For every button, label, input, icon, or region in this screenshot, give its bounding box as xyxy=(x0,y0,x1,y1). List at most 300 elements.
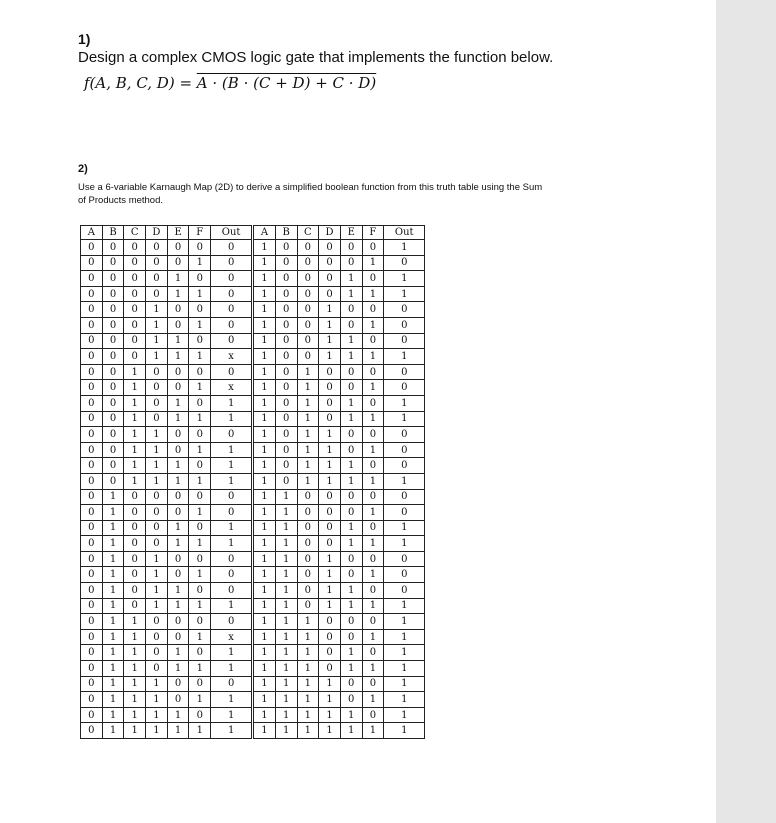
cell-out: 1 xyxy=(384,661,425,677)
cell-d: 1 xyxy=(319,692,341,708)
cell-f: 1 xyxy=(362,567,384,583)
cell-b: 0 xyxy=(275,317,297,333)
cell-e: 1 xyxy=(340,598,362,614)
cell-c: 0 xyxy=(297,489,319,505)
cell-e: 1 xyxy=(340,333,362,349)
cell-e: 0 xyxy=(167,427,189,443)
cell-a: 0 xyxy=(81,661,103,677)
cell-c: 0 xyxy=(124,520,146,536)
cell-out: 1 xyxy=(211,395,253,411)
cell-f: 0 xyxy=(189,520,211,536)
cell-b: 1 xyxy=(275,567,297,583)
cell-d: 1 xyxy=(319,442,341,458)
cell-e: 0 xyxy=(340,442,362,458)
cell-a: 1 xyxy=(253,583,276,599)
cell-e: 0 xyxy=(340,255,362,271)
cell-d: 1 xyxy=(146,676,168,692)
cell-d: 0 xyxy=(319,505,341,521)
cell-b: 0 xyxy=(102,364,124,380)
cell-d: 0 xyxy=(146,411,168,427)
cell-b: 0 xyxy=(275,240,297,256)
table-row xyxy=(81,583,425,599)
table-row xyxy=(81,645,425,661)
cell-d: 1 xyxy=(146,349,168,365)
cell-f: 0 xyxy=(189,302,211,318)
cell-b: 1 xyxy=(275,583,297,599)
cell-b: 0 xyxy=(102,286,124,302)
cell-f: 1 xyxy=(189,567,211,583)
cell-out: 1 xyxy=(211,598,253,614)
cell-a: 0 xyxy=(81,395,103,411)
cell-c: 0 xyxy=(297,567,319,583)
cell-b: 0 xyxy=(275,302,297,318)
table-row xyxy=(81,692,425,708)
cell-c: 1 xyxy=(124,707,146,723)
cell-e: 1 xyxy=(340,271,362,287)
table-row xyxy=(81,286,425,302)
cell-out: 1 xyxy=(211,520,253,536)
cell-f: 0 xyxy=(189,427,211,443)
cell-out: 1 xyxy=(384,395,425,411)
table-row xyxy=(81,349,425,365)
table-row xyxy=(81,364,425,380)
cell-c: 0 xyxy=(124,240,146,256)
cell-d: 1 xyxy=(319,302,341,318)
cell-c: 1 xyxy=(124,676,146,692)
cell-e: 0 xyxy=(340,380,362,396)
cell-d: 1 xyxy=(319,598,341,614)
cell-d: 1 xyxy=(319,473,341,489)
column-header-a: A xyxy=(253,226,276,240)
cell-c: 1 xyxy=(297,427,319,443)
table-row xyxy=(81,255,425,271)
cell-b: 1 xyxy=(102,551,124,567)
cell-c: 0 xyxy=(124,286,146,302)
cell-f: 0 xyxy=(362,520,384,536)
cell-f: 1 xyxy=(362,505,384,521)
table-row xyxy=(81,271,425,287)
cell-a: 1 xyxy=(253,349,276,365)
cell-e: 0 xyxy=(340,240,362,256)
cell-d: 0 xyxy=(146,661,168,677)
cell-out: 1 xyxy=(384,723,425,739)
cell-a: 0 xyxy=(81,520,103,536)
table-row xyxy=(81,427,425,443)
cell-e: 1 xyxy=(340,286,362,302)
cell-e: 1 xyxy=(340,583,362,599)
cell-out: 1 xyxy=(211,692,253,708)
cell-a: 1 xyxy=(253,458,276,474)
cell-e: 1 xyxy=(167,661,189,677)
cell-c: 1 xyxy=(124,473,146,489)
cell-c: 1 xyxy=(297,614,319,630)
cell-f: 1 xyxy=(362,661,384,677)
cell-b: 1 xyxy=(275,520,297,536)
column-header-out: Out xyxy=(211,226,253,240)
cell-c: 1 xyxy=(124,380,146,396)
cell-out: 1 xyxy=(211,645,253,661)
cell-e: 1 xyxy=(167,271,189,287)
cell-out: 0 xyxy=(211,255,253,271)
cell-out: 0 xyxy=(211,240,253,256)
cell-e: 1 xyxy=(167,458,189,474)
cell-b: 0 xyxy=(102,395,124,411)
cell-out: 0 xyxy=(384,583,425,599)
cell-e: 0 xyxy=(340,427,362,443)
cell-a: 0 xyxy=(81,567,103,583)
table-row xyxy=(81,489,425,505)
cell-d: 0 xyxy=(146,380,168,396)
cell-f: 1 xyxy=(362,349,384,365)
cell-b: 0 xyxy=(102,380,124,396)
cell-f: 0 xyxy=(189,395,211,411)
cell-out: 1 xyxy=(384,473,425,489)
cell-f: 0 xyxy=(189,489,211,505)
cell-a: 1 xyxy=(253,240,276,256)
cell-c: 1 xyxy=(124,458,146,474)
cell-out: x xyxy=(211,380,253,396)
cell-e: 1 xyxy=(167,723,189,739)
cell-b: 0 xyxy=(275,395,297,411)
cell-a: 0 xyxy=(81,707,103,723)
cell-out: 0 xyxy=(384,458,425,474)
cell-d: 0 xyxy=(319,255,341,271)
cell-f: 0 xyxy=(189,551,211,567)
cell-b: 0 xyxy=(275,458,297,474)
cell-c: 1 xyxy=(124,645,146,661)
cell-b: 1 xyxy=(102,645,124,661)
cell-f: 0 xyxy=(189,676,211,692)
cell-a: 1 xyxy=(253,271,276,287)
cell-out: 1 xyxy=(211,442,253,458)
cell-e: 0 xyxy=(167,489,189,505)
cell-d: 0 xyxy=(146,395,168,411)
cell-out: 0 xyxy=(211,505,253,521)
cell-a: 1 xyxy=(253,317,276,333)
cell-d: 1 xyxy=(146,567,168,583)
cell-out: 1 xyxy=(384,707,425,723)
cell-c: 1 xyxy=(297,629,319,645)
cell-a: 1 xyxy=(253,286,276,302)
cell-e: 1 xyxy=(167,583,189,599)
cell-e: 1 xyxy=(340,707,362,723)
cell-c: 0 xyxy=(297,551,319,567)
cell-d: 1 xyxy=(319,723,341,739)
cell-b: 1 xyxy=(102,661,124,677)
column-header-a: A xyxy=(81,226,103,240)
table-row xyxy=(81,551,425,567)
column-header-d: D xyxy=(319,226,341,240)
cell-d: 0 xyxy=(146,286,168,302)
cell-b: 0 xyxy=(102,271,124,287)
cell-e: 0 xyxy=(167,692,189,708)
cell-out: 0 xyxy=(384,442,425,458)
cell-e: 1 xyxy=(167,536,189,552)
cell-c: 0 xyxy=(124,489,146,505)
cell-f: 1 xyxy=(189,692,211,708)
cell-out: 1 xyxy=(384,629,425,645)
cell-out: 1 xyxy=(211,411,253,427)
cell-d: 0 xyxy=(146,645,168,661)
cell-c: 1 xyxy=(124,411,146,427)
cell-d: 0 xyxy=(146,489,168,505)
cell-d: 1 xyxy=(146,473,168,489)
table-row xyxy=(81,302,425,318)
cell-a: 1 xyxy=(253,427,276,443)
cell-e: 0 xyxy=(340,551,362,567)
cell-e: 0 xyxy=(167,240,189,256)
cell-f: 0 xyxy=(189,707,211,723)
table-row xyxy=(81,411,425,427)
cell-a: 0 xyxy=(81,723,103,739)
cell-e: 0 xyxy=(167,551,189,567)
cell-e: 1 xyxy=(167,473,189,489)
cell-e: 0 xyxy=(167,380,189,396)
cell-a: 1 xyxy=(253,661,276,677)
cell-out: 1 xyxy=(211,536,253,552)
cell-out: 0 xyxy=(384,255,425,271)
cell-a: 0 xyxy=(81,614,103,630)
cell-c: 0 xyxy=(124,302,146,318)
cell-out: 0 xyxy=(211,583,253,599)
cell-c: 1 xyxy=(124,442,146,458)
cell-a: 0 xyxy=(81,380,103,396)
cell-a: 0 xyxy=(81,333,103,349)
cell-e: 0 xyxy=(340,489,362,505)
cell-c: 0 xyxy=(297,583,319,599)
cell-e: 0 xyxy=(167,567,189,583)
cell-c: 0 xyxy=(124,505,146,521)
cell-out: 1 xyxy=(384,614,425,630)
cell-a: 1 xyxy=(253,614,276,630)
cell-d: 1 xyxy=(319,458,341,474)
cell-f: 0 xyxy=(362,240,384,256)
cell-out: 0 xyxy=(384,489,425,505)
cell-f: 0 xyxy=(362,614,384,630)
cell-c: 0 xyxy=(124,317,146,333)
cell-c: 0 xyxy=(297,271,319,287)
cell-out: 0 xyxy=(211,489,253,505)
cell-d: 0 xyxy=(319,286,341,302)
cell-c: 1 xyxy=(297,676,319,692)
cell-c: 0 xyxy=(297,317,319,333)
cell-c: 1 xyxy=(297,707,319,723)
cell-f: 0 xyxy=(189,458,211,474)
cell-c: 1 xyxy=(297,411,319,427)
cell-f: 0 xyxy=(189,271,211,287)
cell-f: 1 xyxy=(189,349,211,365)
cell-e: 0 xyxy=(167,614,189,630)
cell-c: 0 xyxy=(297,286,319,302)
cell-d: 1 xyxy=(146,442,168,458)
cell-out: 1 xyxy=(384,536,425,552)
column-header-out: Out xyxy=(384,226,425,240)
cell-b: 1 xyxy=(275,692,297,708)
column-header-e: E xyxy=(167,226,189,240)
cell-a: 1 xyxy=(253,489,276,505)
cell-d: 1 xyxy=(319,707,341,723)
cell-f: 1 xyxy=(189,598,211,614)
cell-d: 0 xyxy=(146,364,168,380)
cell-b: 0 xyxy=(275,427,297,443)
cell-f: 0 xyxy=(362,458,384,474)
cell-b: 1 xyxy=(275,489,297,505)
cell-out: 0 xyxy=(211,427,253,443)
cell-f: 1 xyxy=(362,536,384,552)
cell-c: 0 xyxy=(297,302,319,318)
cell-f: 1 xyxy=(362,411,384,427)
cell-a: 1 xyxy=(253,707,276,723)
cell-b: 1 xyxy=(275,661,297,677)
table-row xyxy=(81,598,425,614)
cell-c: 1 xyxy=(297,692,319,708)
cell-b: 0 xyxy=(102,255,124,271)
cell-f: 0 xyxy=(362,271,384,287)
cell-b: 0 xyxy=(102,349,124,365)
cell-e: 0 xyxy=(167,317,189,333)
cell-b: 1 xyxy=(275,505,297,521)
cell-f: 0 xyxy=(362,676,384,692)
cell-out: 1 xyxy=(384,598,425,614)
cell-d: 0 xyxy=(146,629,168,645)
cell-a: 0 xyxy=(81,302,103,318)
cell-f: 1 xyxy=(362,598,384,614)
cell-c: 1 xyxy=(297,473,319,489)
cell-a: 0 xyxy=(81,458,103,474)
formula-overlined-expression: A · (B · (C + D) + C · D) xyxy=(196,74,377,92)
cell-out: 0 xyxy=(384,505,425,521)
column-header-c: C xyxy=(124,226,146,240)
cell-c: 1 xyxy=(297,723,319,739)
cell-b: 1 xyxy=(102,598,124,614)
column-header-e: E xyxy=(340,226,362,240)
cell-c: 1 xyxy=(124,614,146,630)
cell-f: 0 xyxy=(189,614,211,630)
cell-d: 0 xyxy=(319,520,341,536)
cell-d: 1 xyxy=(319,317,341,333)
cell-e: 1 xyxy=(167,520,189,536)
cell-out: 1 xyxy=(211,458,253,474)
cell-out: 0 xyxy=(384,364,425,380)
cell-a: 0 xyxy=(81,629,103,645)
cell-c: 1 xyxy=(297,645,319,661)
cell-a: 0 xyxy=(81,551,103,567)
cell-e: 1 xyxy=(340,458,362,474)
cell-a: 1 xyxy=(253,411,276,427)
cell-out: 0 xyxy=(211,302,253,318)
cell-b: 1 xyxy=(275,551,297,567)
cell-f: 1 xyxy=(362,692,384,708)
cell-d: 1 xyxy=(319,427,341,443)
cell-d: 1 xyxy=(146,692,168,708)
cell-out: 0 xyxy=(211,271,253,287)
cell-a: 0 xyxy=(81,598,103,614)
cell-out: 0 xyxy=(384,380,425,396)
cell-a: 1 xyxy=(253,598,276,614)
cell-f: 1 xyxy=(362,723,384,739)
table-row xyxy=(81,458,425,474)
cell-a: 1 xyxy=(253,629,276,645)
cell-b: 0 xyxy=(102,240,124,256)
cell-out: 1 xyxy=(211,723,253,739)
cell-out: 0 xyxy=(211,364,253,380)
cell-f: 1 xyxy=(189,255,211,271)
cell-c: 0 xyxy=(124,255,146,271)
cell-out: 0 xyxy=(384,551,425,567)
cell-e: 1 xyxy=(340,349,362,365)
cell-b: 0 xyxy=(102,411,124,427)
cell-a: 0 xyxy=(81,442,103,458)
table-row xyxy=(81,536,425,552)
cell-a: 0 xyxy=(81,255,103,271)
cell-b: 1 xyxy=(275,598,297,614)
cell-f: 0 xyxy=(189,583,211,599)
cell-e: 0 xyxy=(340,317,362,333)
cell-f: 1 xyxy=(362,629,384,645)
cell-b: 0 xyxy=(102,458,124,474)
cell-d: 1 xyxy=(146,723,168,739)
cell-d: 1 xyxy=(146,333,168,349)
truth-table xyxy=(80,225,425,739)
cell-e: 1 xyxy=(340,520,362,536)
cell-out: 1 xyxy=(211,473,253,489)
column-header-b: B xyxy=(275,226,297,240)
cell-c: 1 xyxy=(124,427,146,443)
cell-c: 0 xyxy=(124,583,146,599)
cell-out: 0 xyxy=(384,333,425,349)
cell-a: 1 xyxy=(253,442,276,458)
cell-f: 1 xyxy=(362,286,384,302)
cell-out: x xyxy=(211,349,253,365)
cell-e: 0 xyxy=(167,629,189,645)
column-header-f: F xyxy=(362,226,384,240)
cell-f: 1 xyxy=(362,380,384,396)
cell-out: 1 xyxy=(384,692,425,708)
cell-d: 0 xyxy=(319,614,341,630)
cell-c: 0 xyxy=(297,349,319,365)
cell-b: 0 xyxy=(275,271,297,287)
cell-b: 0 xyxy=(275,380,297,396)
cell-b: 1 xyxy=(102,489,124,505)
cell-b: 1 xyxy=(275,629,297,645)
cell-out: 1 xyxy=(211,661,253,677)
cell-b: 1 xyxy=(102,583,124,599)
question-1-number: 1) xyxy=(78,31,91,47)
cell-a: 1 xyxy=(253,676,276,692)
table-row xyxy=(81,317,425,333)
cell-c: 0 xyxy=(124,536,146,552)
cell-c: 0 xyxy=(297,333,319,349)
cell-e: 0 xyxy=(340,629,362,645)
column-header-c: C xyxy=(297,226,319,240)
cell-d: 1 xyxy=(146,458,168,474)
cell-a: 1 xyxy=(253,255,276,271)
cell-out: 1 xyxy=(384,240,425,256)
cell-f: 0 xyxy=(362,302,384,318)
cell-f: 0 xyxy=(362,707,384,723)
cell-d: 0 xyxy=(319,629,341,645)
cell-c: 1 xyxy=(124,723,146,739)
cell-b: 1 xyxy=(102,692,124,708)
cell-d: 0 xyxy=(146,505,168,521)
cell-a: 0 xyxy=(81,411,103,427)
cell-f: 0 xyxy=(362,395,384,411)
cell-b: 1 xyxy=(102,614,124,630)
cell-b: 1 xyxy=(275,645,297,661)
cell-f: 1 xyxy=(362,473,384,489)
cell-out: 1 xyxy=(384,520,425,536)
table-row xyxy=(81,723,425,739)
